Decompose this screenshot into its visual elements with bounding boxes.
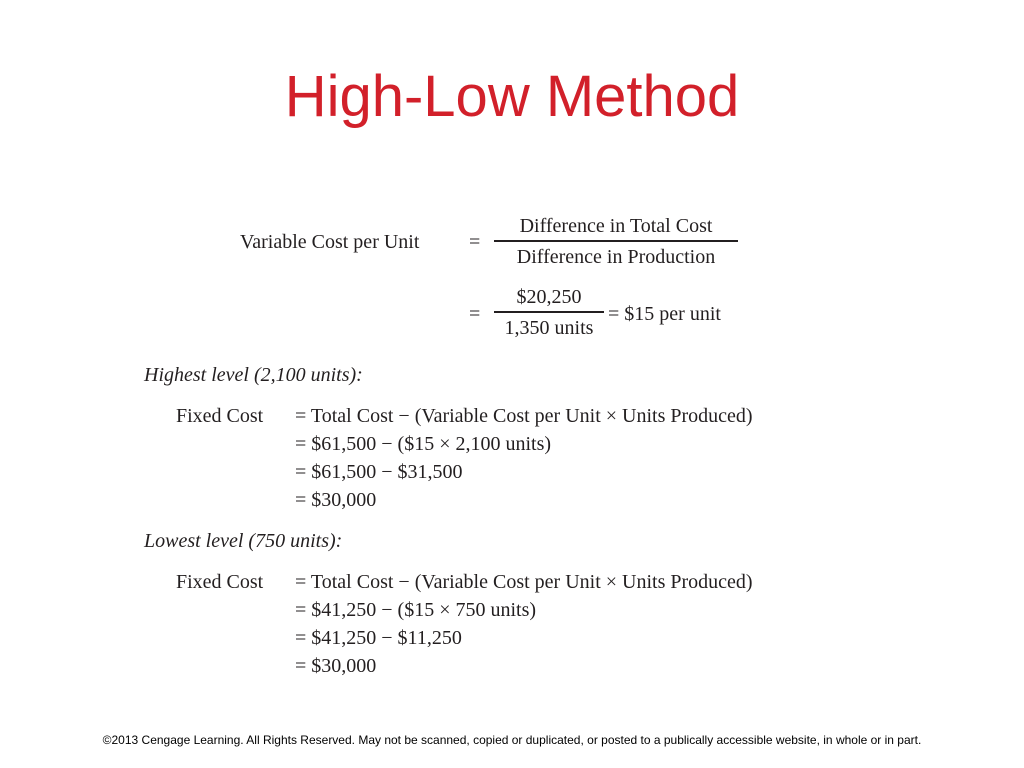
variable-cost-equals: =	[469, 231, 481, 253]
high-line-4: = $30,000	[295, 489, 377, 511]
low-line-4: = $30,000	[295, 655, 377, 677]
variable-cost-result: = $15 per unit	[608, 303, 721, 325]
highest-level-heading: Highest level (2,100 units):	[144, 364, 363, 386]
variable-cost-label: Variable Cost per Unit	[240, 231, 420, 253]
fraction-denominator: Difference in Production	[516, 246, 716, 268]
high-line-3: = $61,500 − $31,500	[295, 461, 463, 483]
slide-title: High-Low Method	[284, 64, 740, 129]
value-equals: =	[469, 303, 481, 325]
low-fixed-cost-label: Fixed Cost	[176, 571, 264, 593]
fraction-numerator: Difference in Total Cost	[519, 215, 713, 237]
lowest-level-heading: Lowest level (750 units):	[144, 530, 343, 552]
fraction-bar	[494, 240, 738, 242]
copyright-footer: ©2013 Cengage Learning. All Rights Reserved. May not be scanned, copied or duplicated, or posted to a publically accessible website, in whole or in part.	[102, 733, 922, 747]
low-line-1: = Total Cost − (Variable Cost per Unit × Units Produced)	[295, 571, 753, 593]
low-line-2: = $41,250 − ($15 × 750 units)	[295, 599, 537, 621]
value-fraction-bar	[494, 311, 604, 313]
high-fixed-cost-label: Fixed Cost	[176, 405, 264, 427]
value-numerator: $20,250	[516, 286, 582, 308]
high-line-1: = Total Cost − (Variable Cost per Unit × Units Produced)	[295, 405, 753, 427]
low-line-3: = $41,250 − $11,250	[295, 627, 462, 649]
high-line-2: = $61,500 − ($15 × 2,100 units)	[295, 433, 552, 455]
value-denominator: 1,350 units	[504, 317, 594, 339]
